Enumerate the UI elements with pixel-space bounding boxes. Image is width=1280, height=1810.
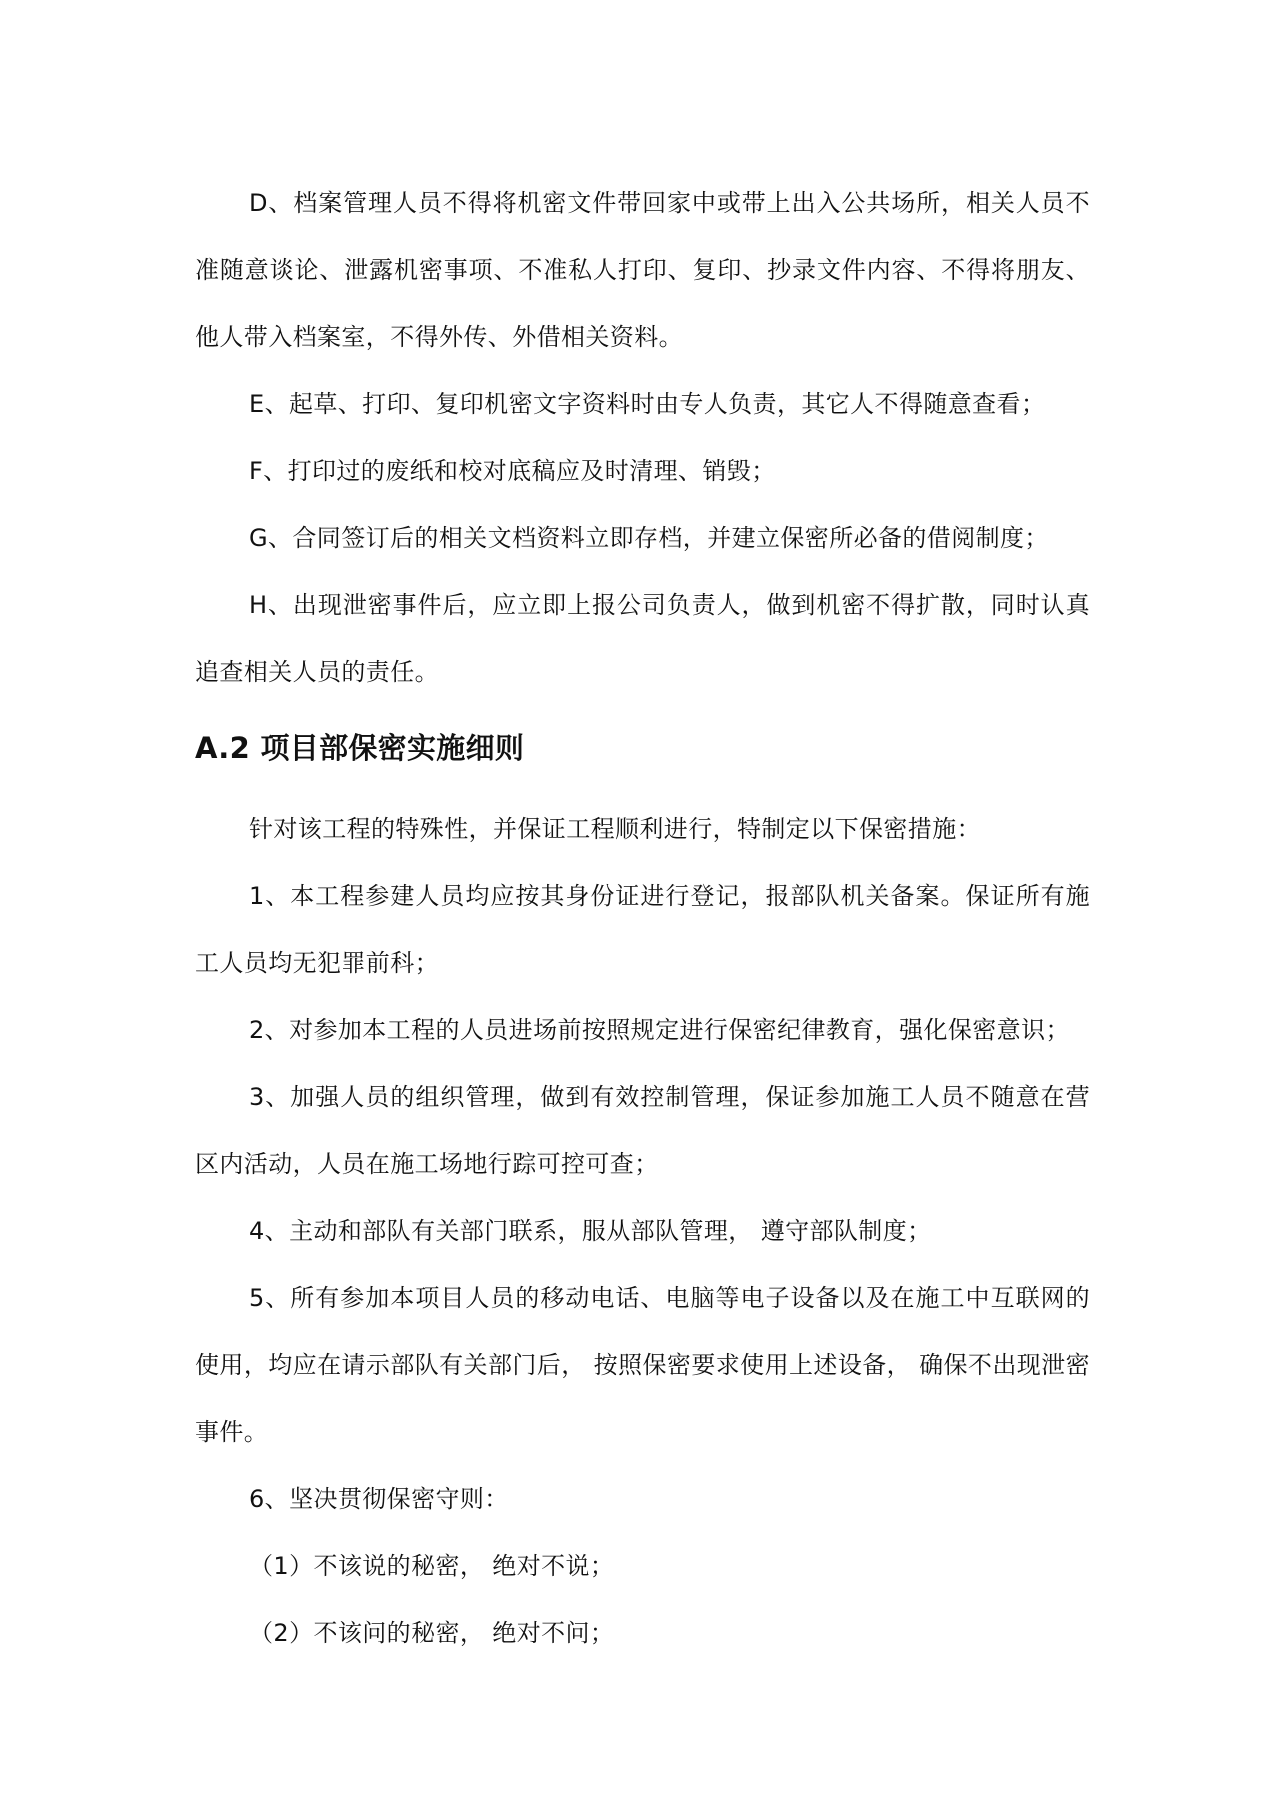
paragraph-rule-2: （2）不该问的秘密， 绝对不问； bbox=[249, 1619, 615, 1647]
paragraph-rule-1: （1）不该说的秘密， 绝对不说； bbox=[249, 1552, 615, 1580]
paragraph-f-waste-paper: F、打印过的废纸和校对底稿应及时清理、销毁； bbox=[249, 457, 776, 485]
paragraph-e-drafting-rules: E、起草、打印、复印机密文字资料时由专人负责，其它人不得随意查看； bbox=[249, 390, 1046, 418]
section-heading: A.2 项目部保密实施细则 bbox=[195, 731, 525, 765]
paragraph-item-4: 4、主动和部队有关部门联系，服从部队管理， 遵守部队制度； bbox=[249, 1217, 932, 1245]
paragraph-item-3: 3、加强人员的组织管理，做到有效控制管理，保证参加施工人员不随意在营区内活动，人员在施工场地行踪可控可查； bbox=[195, 1083, 1090, 1178]
paragraph-intro: 针对该工程的特殊性，并保证工程顺利进行，特制定以下保密措施： bbox=[249, 815, 981, 843]
paragraph-h-leak-response: H、出现泄密事件后，应立即上报公司负责人，做到机密不得扩散，同时认真追查相关人员的责任。 bbox=[195, 591, 1090, 686]
paragraph-item-2: 2、对参加本工程的人员进场前按照规定进行保密纪律教育，强化保密意识； bbox=[249, 1016, 1070, 1044]
paragraph-item-1: 1、本工程参建人员均应按其身份证进行登记，报部队机关备案。保证所有施工人员均无犯罪前科； bbox=[195, 882, 1090, 977]
paragraph-g-contract-archive: G、合同签订后的相关文档资料立即存档，并建立保密所必备的借阅制度； bbox=[249, 524, 1049, 552]
paragraph-item-5: 5、所有参加本项目人员的移动电话、电脑等电子设备以及在施工中互联网的使用，均应在请示部队有关部门后， 按照保密要求使用上述设备， 确保不出现泄密事件。 bbox=[195, 1284, 1090, 1446]
paragraph-item-6: 6、坚决贯彻保密守则： bbox=[249, 1485, 509, 1513]
document-body bbox=[195, 170, 1090, 1667]
paragraph-d-archive-rules: D、档案管理人员不得将机密文件带回家中或带上出入公共场所，相关人员不准随意谈论、泄露机密事项、不准私人打印、复印、抄录文件内容、不得将朋友、他人带入档案室，不得外传、外借相关资料。 bbox=[195, 189, 1090, 351]
